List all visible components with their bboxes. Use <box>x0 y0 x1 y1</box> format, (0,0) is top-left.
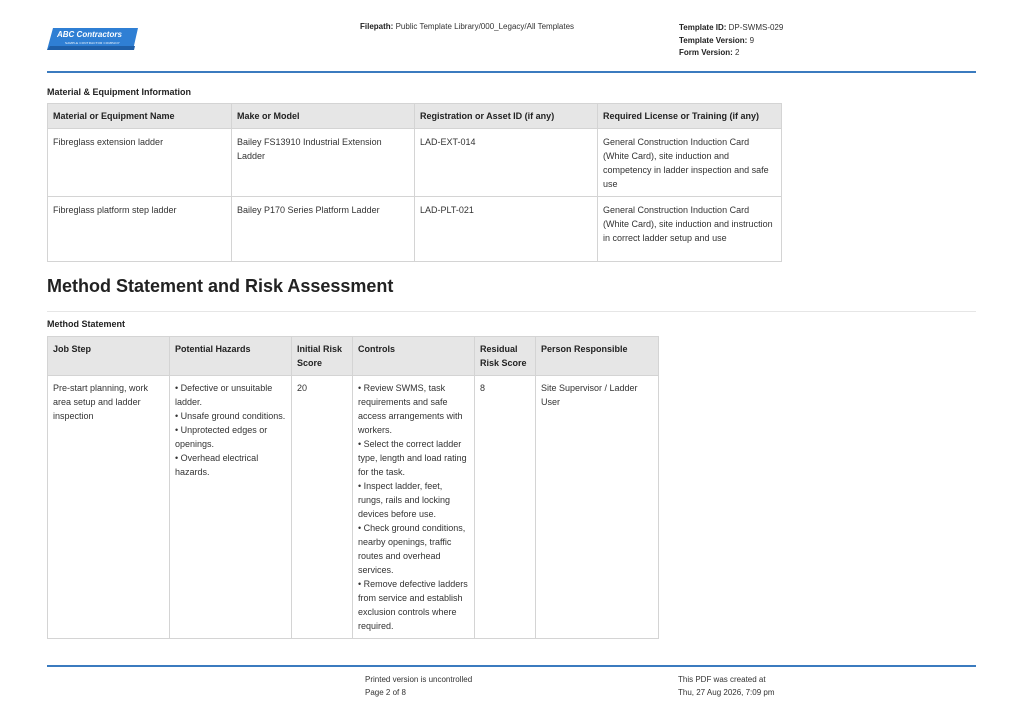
logo-subtext: SAMPLE CONTRACTOR COMPANY <box>65 41 120 45</box>
column-header: Registration or Asset ID (if any) <box>415 104 598 129</box>
control-item: • Check ground conditions, nearby openings, traffic routes and overhead services. <box>358 523 466 575</box>
template-version-label: Template Version: <box>679 35 748 45</box>
equipment-license: General Construction Induction Card (White Card), site induction and instruction in correct ladder setup and use <box>598 197 782 262</box>
control-item: • Review SWMS, task requirements and safe access arrangements with workers. <box>358 383 463 435</box>
initial-risk-score: 20 <box>292 376 353 639</box>
column-header: Make or Model <box>232 104 415 129</box>
created-label: This PDF was created at <box>678 675 766 684</box>
control-item: • Inspect ladder, feet, rungs, rails and locking devices before use. <box>358 481 451 519</box>
hazard-item: • Unsafe ground conditions. <box>175 411 286 421</box>
section-title: Method Statement and Risk Assessment <box>47 276 394 296</box>
potential-hazards <box>170 376 292 639</box>
uncontrolled-note: Printed version is uncontrolled <box>365 675 473 684</box>
equipment-asset-id: LAD-EXT-014 <box>415 129 598 197</box>
table-row <box>48 129 782 197</box>
person-responsible: Site Supervisor / Ladder User <box>536 376 659 639</box>
table-header-row <box>48 337 659 376</box>
control-item: • Select the correct ladder type, length and load rating for the task. <box>358 439 467 477</box>
filepath-label: Filepath: <box>360 22 394 31</box>
residual-risk-score: 8 <box>475 376 536 639</box>
hazard-item: • Overhead electrical hazards. <box>175 453 259 477</box>
equipment-table <box>47 103 782 262</box>
logo-text: ABC Contractors <box>57 30 122 39</box>
footer-center <box>365 673 472 699</box>
filepath <box>360 22 574 31</box>
column-header: Person Responsible <box>536 337 659 376</box>
column-header: Required License or Training (if any) <box>598 104 782 129</box>
template-id-value: DP-SWMS-029 <box>728 23 784 32</box>
equipment-model: Bailey FS13910 Industrial Extension Ladder <box>232 129 415 197</box>
table-row <box>48 197 782 262</box>
footer-divider <box>47 665 976 667</box>
equipment-model: Bailey P170 Series Platform Ladder <box>232 197 415 262</box>
column-header: Material or Equipment Name <box>48 104 232 129</box>
template-id-label: Template ID: <box>679 23 727 32</box>
company-logo <box>47 27 139 51</box>
template-version-value: 9 <box>749 35 755 45</box>
table-header-row <box>48 104 782 129</box>
column-header: Residual Risk Score <box>475 337 536 376</box>
column-header: Potential Hazards <box>170 337 292 376</box>
job-step: Pre-start planning, work area setup and ladder inspection <box>48 376 170 639</box>
method-statement-title: Method Statement <box>47 319 126 329</box>
page-number: Page 2 of 8 <box>365 688 406 697</box>
form-version <box>679 47 783 60</box>
column-header: Initial Risk Score <box>292 337 353 376</box>
created-timestamp: Thu, 27 Aug 2026, 7:09 pm <box>678 688 775 697</box>
method-statement-table <box>47 336 659 639</box>
column-header: Job Step <box>48 337 170 376</box>
hazard-item: • Defective or unsuitable ladder. <box>175 383 273 407</box>
header-divider <box>47 71 976 73</box>
equipment-title: Material & Equipment Information <box>47 87 192 97</box>
section-divider <box>47 311 976 312</box>
column-header: Controls <box>353 337 475 376</box>
template-meta <box>679 22 783 60</box>
template-version <box>679 35 783 48</box>
filepath-value: Public Template Library/000_Legacy/All Templates <box>395 22 575 31</box>
form-version-label: Form Version: <box>679 48 733 57</box>
control-item: • Remove defective ladders from service and establish exclusion controls where required. <box>358 579 468 631</box>
form-version-value: 2 <box>735 48 740 57</box>
template-id <box>679 22 783 35</box>
controls <box>353 376 475 639</box>
equipment-asset-id: LAD-PLT-021 <box>415 197 598 262</box>
hazard-item: • Unprotected edges or openings. <box>175 425 268 449</box>
equipment-name: Fibreglass extension ladder <box>48 129 232 197</box>
equipment-license: General Construction Induction Card (White Card), site induction and competency in ladder inspection and safe use <box>598 129 782 197</box>
table-row <box>48 376 659 639</box>
footer-right <box>678 673 775 699</box>
equipment-name: Fibreglass platform step ladder <box>48 197 232 262</box>
